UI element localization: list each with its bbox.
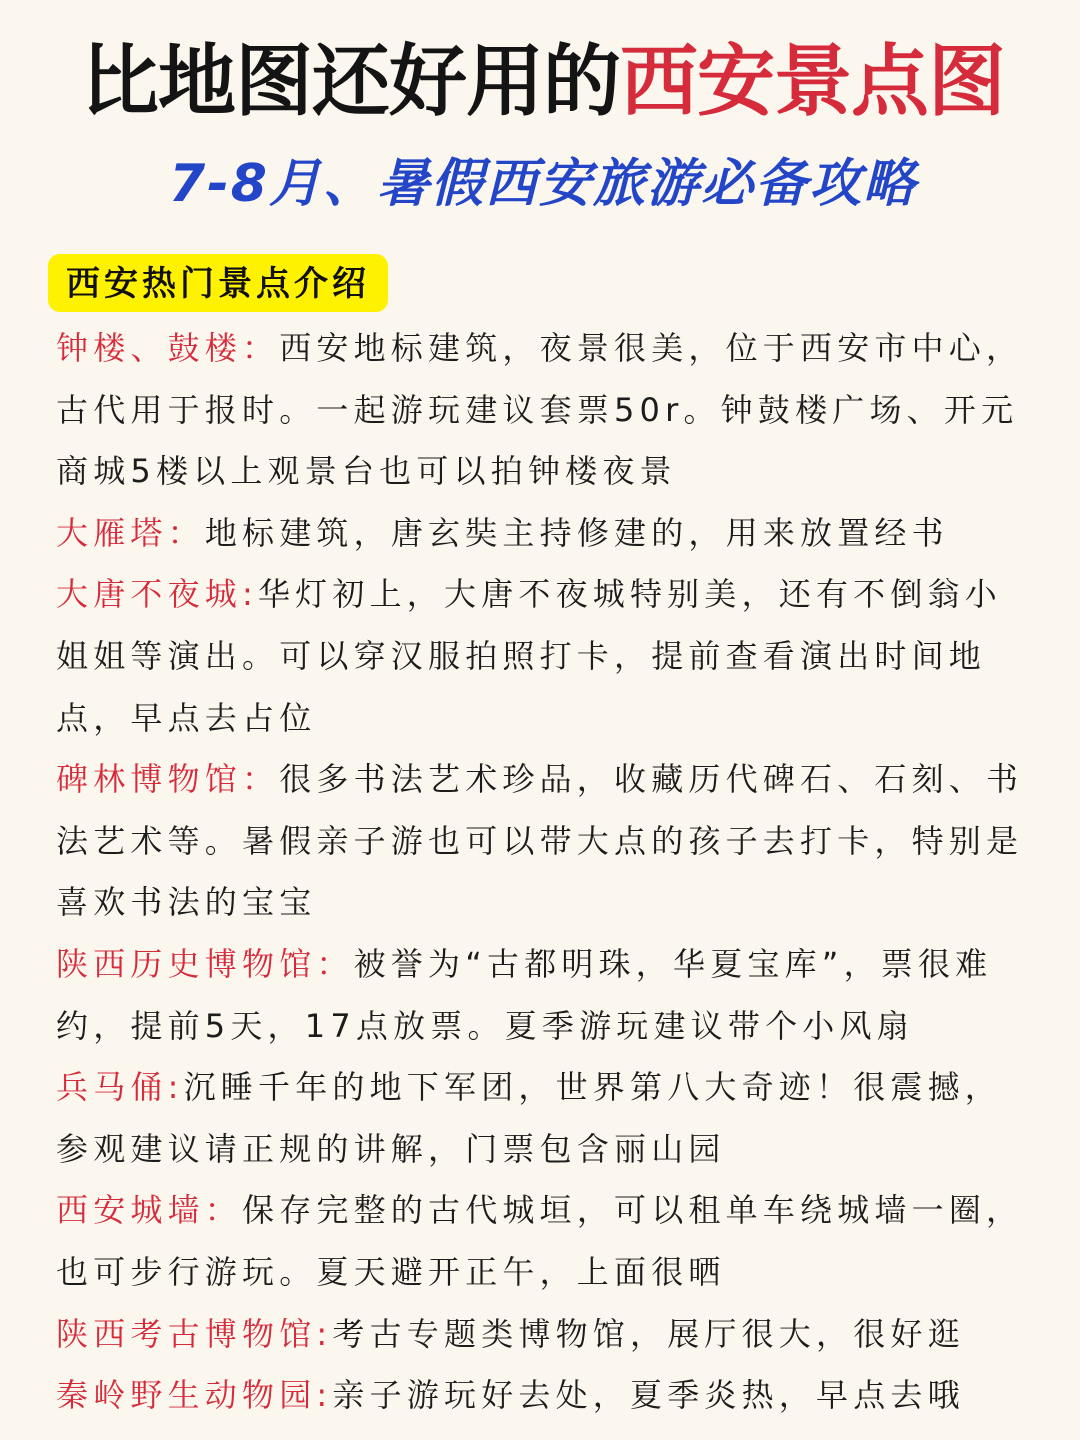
section-tag: 西安热门景点介绍	[48, 254, 388, 312]
attraction-entry	[56, 1365, 1030, 1427]
attraction-name: 秦岭野生动物园:	[56, 1376, 333, 1415]
attraction-desc: 西安地标建筑，夜景很美，位于西安市中心，古代用于报时。一起游玩建议套票50r。钟鼓楼广场、开元商城5楼以上观景台也可以拍钟楼夜景	[56, 329, 1024, 491]
attraction-desc: 亲子游玩好去处，夏季炎热，早点去哦	[332, 1376, 965, 1415]
attractions-list	[56, 318, 1030, 1427]
attraction-name: 陕西考古博物馆:	[56, 1314, 333, 1353]
attraction-name: 碑林博物馆：	[56, 760, 280, 799]
attraction-entry	[56, 1304, 1030, 1366]
attraction-desc: 沉睡千年的地下军团，世界第八大奇迹！很震撼，参观建议请正规的讲解，门票包含丽山园	[56, 1068, 1002, 1168]
attraction-entry	[56, 1180, 1030, 1303]
attraction-name: 兵马俑:	[56, 1068, 184, 1107]
attraction-desc: 华灯初上，大唐不夜城特别美，还有不倒翁小姐姐等演出。可以穿汉服拍照打卡，提前查看演出时间地点，早点去占位	[56, 575, 1002, 737]
attraction-entry	[56, 934, 1030, 1057]
page-title	[56, 26, 1030, 138]
attraction-name: 陕西历史博物馆：	[56, 944, 354, 983]
attraction-name: 钟楼、鼓楼：	[56, 329, 280, 367]
attraction-entry	[56, 318, 1030, 503]
title-black-part: 比地图还好用的	[80, 37, 620, 127]
attraction-name: 大雁塔：	[56, 513, 205, 552]
attraction-entry	[56, 1057, 1030, 1180]
title-red-part: 西安景点图	[620, 37, 1006, 127]
attraction-name: 大唐不夜城:	[56, 575, 258, 614]
attraction-desc: 保存完整的古代城垣，可以租单车绕城墙一圈，也可步行游玩。夏天避开正午，上面很晒	[56, 1191, 1024, 1291]
attraction-desc: 被誉为“古都明珠，华夏宝库”，票很难约，提前5天，17点放票。夏季游玩建议带个小风扇	[56, 944, 993, 1045]
attraction-name: 西安城墙：	[56, 1191, 243, 1230]
attraction-desc: 考古专题类博物馆，展厅很大，很好逛	[332, 1314, 965, 1353]
attraction-entry	[56, 503, 1030, 565]
page-subtitle: 7-8月、暑假西安旅游必备攻略	[169, 154, 917, 214]
attraction-entry	[56, 749, 1030, 934]
attraction-desc: 很多书法艺术珍品，收藏历代碑石、石刻、书法艺术等。暑假亲子游也可以带大点的孩子去打卡，特别是喜欢书法的宝宝	[56, 760, 1024, 922]
attraction-desc: 地标建筑，唐玄奘主持修建的，用来放置经书	[204, 513, 949, 552]
attraction-entry	[56, 564, 1030, 749]
